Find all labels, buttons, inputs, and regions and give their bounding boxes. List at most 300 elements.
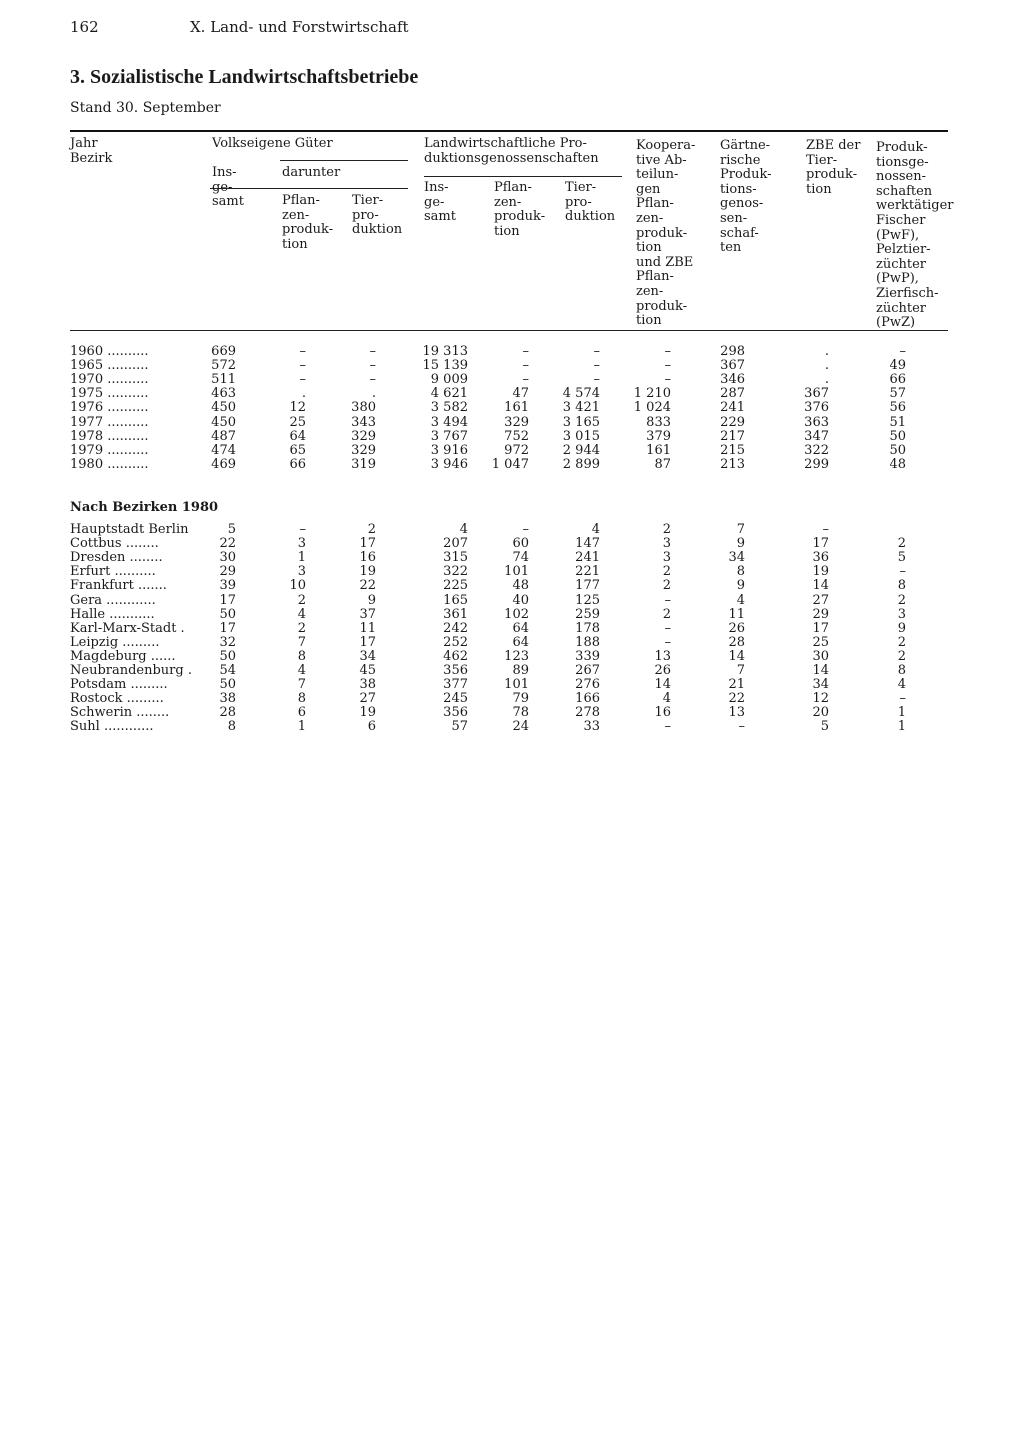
table-cell: 276 xyxy=(575,677,600,693)
table-cell: 2 xyxy=(662,564,671,580)
table-row xyxy=(0,537,1024,551)
table-cell: 25 xyxy=(812,634,829,650)
row-label: Leipzig ......... xyxy=(70,635,160,650)
table-cell: 15 139 xyxy=(422,358,468,374)
table-cell: 74 xyxy=(512,550,529,566)
table-cell: 28 xyxy=(728,634,745,650)
table-cell: 65 xyxy=(289,442,306,458)
table-cell: – xyxy=(522,522,529,537)
table-cell: . xyxy=(371,386,376,402)
table-row xyxy=(0,636,1024,650)
table-cell: 367 xyxy=(720,358,745,374)
table-row xyxy=(0,359,1024,373)
row-label: 1960 .......... xyxy=(70,345,149,359)
table-cell: 123 xyxy=(504,648,529,664)
header-kooperative-abteilungen: Koopera- tive Ab- teilun- gen Pflan- zen- produk- tion und ZBE Pflan- zen- produk- tion xyxy=(636,138,696,329)
table-cell: 7 xyxy=(297,634,306,650)
row-label: Erfurt .......... xyxy=(70,565,156,580)
table-cell: 30 xyxy=(219,550,236,566)
table-cell: – xyxy=(522,358,529,374)
table-cell: 161 xyxy=(504,400,529,416)
table-cell: 29 xyxy=(219,564,236,580)
table-cell: 14 xyxy=(728,648,745,664)
table-row xyxy=(0,650,1024,664)
table-cell: 147 xyxy=(575,536,600,552)
table-cell: 11 xyxy=(359,620,376,636)
table-cell: 40 xyxy=(512,592,529,608)
table-cell: – xyxy=(369,372,376,388)
table-cell: 487 xyxy=(211,428,236,444)
table-row xyxy=(0,430,1024,444)
table-cell: 4 xyxy=(297,606,306,622)
table-cell: 3 xyxy=(297,536,306,552)
table-cell: 4 574 xyxy=(562,386,600,402)
row-label: Dresden ........ xyxy=(70,551,163,566)
table-cell: 3 767 xyxy=(430,428,468,444)
table-cell: 450 xyxy=(211,400,236,416)
table-cell: 3 916 xyxy=(430,442,468,458)
table-row xyxy=(0,706,1024,720)
table-cell: 329 xyxy=(351,428,376,444)
table-cell: 60 xyxy=(512,536,529,552)
table-cell: 1 xyxy=(897,705,906,721)
table-row xyxy=(0,444,1024,458)
table-cell: 9 xyxy=(736,578,745,594)
row-label: 1965 .......... xyxy=(70,359,149,374)
table-cell: 13 xyxy=(728,705,745,721)
table-cell: 572 xyxy=(211,358,236,374)
table-cell: 463 xyxy=(211,386,236,402)
table-cell: – xyxy=(664,372,671,388)
table-row xyxy=(0,608,1024,622)
table-cell: 241 xyxy=(720,400,745,416)
table-cell: 1 xyxy=(897,719,906,735)
table-cell: 3 421 xyxy=(562,400,600,416)
table-cell: 229 xyxy=(720,414,745,430)
table-cell: 9 xyxy=(367,592,376,608)
table-cell: 33 xyxy=(583,719,600,735)
table-cell: 177 xyxy=(575,578,600,594)
table-cell: 22 xyxy=(219,536,236,552)
table-cell: 3 xyxy=(297,564,306,580)
table-cell: 66 xyxy=(289,456,306,472)
table-cell: 4 xyxy=(297,663,306,678)
table-cell: – xyxy=(738,719,745,735)
table-cell: 215 xyxy=(720,442,745,458)
row-label: Magdeburg ...... xyxy=(70,649,176,664)
table-cell: 101 xyxy=(504,564,529,580)
table-cell: 7 xyxy=(297,677,306,693)
table-cell: 64 xyxy=(512,620,529,636)
table-cell: 165 xyxy=(443,592,468,608)
header-veg-tierproduktion: Tier- pro- duktion xyxy=(352,193,403,238)
table-cell: 833 xyxy=(646,414,671,430)
table-cell: 34 xyxy=(728,550,745,566)
table-cell: 48 xyxy=(512,578,529,594)
table-cell: 4 xyxy=(662,691,671,707)
table-row xyxy=(0,594,1024,608)
table-cell: 16 xyxy=(359,550,376,566)
table-row xyxy=(0,622,1024,636)
table-cell: 16 xyxy=(654,705,671,721)
chapter-title: X. Land- und Forstwirtschaft xyxy=(190,18,409,36)
table-row xyxy=(0,720,1024,734)
row-label: Neubrandenburg . xyxy=(70,664,192,678)
table-cell: 207 xyxy=(443,536,468,552)
table-cell: 79 xyxy=(512,691,529,707)
table-cell: 242 xyxy=(443,620,468,636)
table-cell: 12 xyxy=(289,400,306,416)
table-cell: 1 047 xyxy=(491,456,529,472)
table-cell: 343 xyxy=(351,414,376,430)
table-row xyxy=(0,551,1024,565)
table-cell: 17 xyxy=(219,620,236,636)
row-label: 1980 .......... xyxy=(70,457,149,472)
table-cell: 361 xyxy=(443,606,468,622)
row-label: Halle ........... xyxy=(70,607,155,622)
table-cell: 346 xyxy=(720,372,745,388)
table-cell: 10 xyxy=(289,578,306,594)
table-cell: – xyxy=(369,344,376,359)
header-bottom-rule xyxy=(70,330,948,331)
header-lpg-tierproduktion: Tier- pro- duktion xyxy=(565,180,616,225)
table-cell: 26 xyxy=(654,663,671,678)
table-cell: 26 xyxy=(728,620,745,636)
header-lpg-insgesamt: Ins- ge- samt xyxy=(424,180,456,225)
table-cell: 972 xyxy=(504,442,529,458)
header-lpg: Landwirtschaftliche Pro- duktionsgenossenschaften xyxy=(424,136,599,166)
table-cell: 356 xyxy=(443,705,468,721)
section-title: Nach Bezirken 1980 xyxy=(70,500,219,515)
table-title: 3. Sozialistische Landwirtschaftsbetriebe xyxy=(70,66,419,88)
table-cell: 252 xyxy=(443,634,468,650)
header-veg-darunter: darunter xyxy=(282,165,341,180)
table-cell: 469 xyxy=(211,456,236,472)
table-row xyxy=(0,692,1024,706)
table-cell: 49 xyxy=(889,358,906,374)
table-cell: 2 944 xyxy=(562,442,600,458)
top-rule xyxy=(70,130,948,132)
row-label: Suhl ............ xyxy=(70,720,154,735)
table-cell: 221 xyxy=(575,564,600,580)
row-label: 1978 .......... xyxy=(70,429,149,444)
table-cell: 3 xyxy=(662,536,671,552)
table-cell: 259 xyxy=(575,606,600,622)
table-cell: 511 xyxy=(211,372,236,388)
table-row xyxy=(0,373,1024,387)
table-cell: 24 xyxy=(512,719,529,735)
table-cell: 2 xyxy=(367,522,376,537)
table-cell: 4 xyxy=(897,677,906,693)
table-cell: 376 xyxy=(804,400,829,416)
table-cell: 48 xyxy=(889,456,906,472)
table-cell: 4 xyxy=(459,522,468,537)
table-cell: 178 xyxy=(575,620,600,636)
table-row xyxy=(0,678,1024,692)
row-label: Potsdam ......... xyxy=(70,678,168,693)
table-cell: – xyxy=(899,344,906,359)
table-cell: 17 xyxy=(812,620,829,636)
table-cell: – xyxy=(664,344,671,359)
table-cell: 329 xyxy=(351,442,376,458)
table-cell: 25 xyxy=(289,414,306,430)
table-cell: – xyxy=(522,344,529,359)
table-cell: 322 xyxy=(804,442,829,458)
table-cell: 19 xyxy=(359,564,376,580)
table-cell: 28 xyxy=(219,705,236,721)
table-cell: 6 xyxy=(297,705,306,721)
row-label: 1977 .......... xyxy=(70,415,149,430)
table-cell: 9 xyxy=(736,536,745,552)
table-cell: 2 xyxy=(297,592,306,608)
table-cell: 319 xyxy=(351,456,376,472)
table-cell: 2 xyxy=(897,648,906,664)
table-cell: 50 xyxy=(889,442,906,458)
table-cell: 87 xyxy=(654,456,671,472)
table-cell: – xyxy=(299,372,306,388)
table-cell: 379 xyxy=(646,428,671,444)
table-cell: 2 xyxy=(662,606,671,622)
table-cell: 20 xyxy=(812,705,829,721)
table-cell: 50 xyxy=(219,606,236,622)
table-cell: 50 xyxy=(219,648,236,664)
table-row xyxy=(0,523,1024,537)
table-cell: 27 xyxy=(359,691,376,707)
table-cell: 380 xyxy=(351,400,376,416)
table-cell: – xyxy=(664,620,671,636)
row-label: Rostock ......... xyxy=(70,692,164,707)
table-cell: 14 xyxy=(654,677,671,693)
table-cell: 3 582 xyxy=(430,400,468,416)
table-row xyxy=(0,565,1024,579)
table-cell: 51 xyxy=(889,414,906,430)
table-cell: 356 xyxy=(443,663,468,678)
table-cell: 217 xyxy=(720,428,745,444)
header-zbe-tierproduktion: ZBE der Tier- produk- tion xyxy=(806,138,861,197)
table-cell: 2 xyxy=(297,620,306,636)
table-cell: 462 xyxy=(443,648,468,664)
table-cell: 5 xyxy=(820,719,829,735)
table-cell: 278 xyxy=(575,705,600,721)
table-cell: 245 xyxy=(443,691,468,707)
row-label: 1976 .......... xyxy=(70,401,149,416)
table-cell: 17 xyxy=(812,536,829,552)
table-cell: 30 xyxy=(812,648,829,664)
table-cell: . xyxy=(301,386,306,402)
table-row xyxy=(0,401,1024,415)
header-pg-fischer-pelztier: Produk- tionsge- nossen- schaften werktätiger Fischer (PwF), Pelztier- züchter (PwP), Zierfisch- züchter (PwZ) xyxy=(876,140,954,331)
table-cell: 45 xyxy=(359,663,376,678)
table-cell: . xyxy=(824,358,829,374)
table-cell: – xyxy=(299,522,306,537)
table-cell: 474 xyxy=(211,442,236,458)
row-label: Hauptstadt Berlin xyxy=(70,523,189,537)
table-cell: 19 xyxy=(359,705,376,721)
table-cell: 339 xyxy=(575,648,600,664)
table-cell: 9 009 xyxy=(430,372,468,388)
table-cell: 34 xyxy=(812,677,829,693)
table-cell: 5 xyxy=(897,550,906,566)
table-cell: 2 xyxy=(662,578,671,594)
table-cell: 17 xyxy=(359,536,376,552)
table-cell: – xyxy=(664,719,671,735)
table-cell: 17 xyxy=(359,634,376,650)
table-cell: – xyxy=(522,372,529,388)
table-cell: 2 xyxy=(662,522,671,537)
table-cell: 32 xyxy=(219,634,236,650)
row-label: Schwerin ........ xyxy=(70,706,170,721)
table-cell: 7 xyxy=(736,663,745,678)
row-label: 1979 .......... xyxy=(70,443,149,458)
table-cell: 78 xyxy=(512,705,529,721)
table-cell: 102 xyxy=(504,606,529,622)
table-cell: 22 xyxy=(728,691,745,707)
table-cell: – xyxy=(664,592,671,608)
table-cell: 14 xyxy=(812,578,829,594)
row-label: Frankfurt ....... xyxy=(70,579,167,594)
header-lpg-pflanzenproduktion: Pflan- zen- produk- tion xyxy=(494,180,546,239)
table-cell: 2 xyxy=(897,592,906,608)
table-cell: – xyxy=(369,358,376,374)
table-cell: 21 xyxy=(728,677,745,693)
table-cell: 329 xyxy=(504,414,529,430)
table-cell: 752 xyxy=(504,428,529,444)
veg-darunter-rule xyxy=(280,160,408,161)
table-cell: 1 024 xyxy=(633,400,671,416)
table-cell: 47 xyxy=(512,386,529,402)
table-cell: 4 621 xyxy=(430,386,468,402)
table-cell: – xyxy=(299,358,306,374)
table-cell: – xyxy=(299,344,306,359)
table-cell: 57 xyxy=(889,386,906,402)
row-label: 1970 .......... xyxy=(70,373,149,388)
table-cell: 322 xyxy=(443,564,468,580)
table-row xyxy=(0,345,1024,359)
row-label: Gera ............ xyxy=(70,593,156,608)
table-cell: 2 xyxy=(897,536,906,552)
table-cell: 367 xyxy=(804,386,829,402)
table-cell: 298 xyxy=(720,344,745,359)
table-row xyxy=(0,416,1024,430)
table-cell: 3 xyxy=(897,606,906,622)
table-cell: 2 xyxy=(897,634,906,650)
table-row xyxy=(0,664,1024,678)
table-cell: 17 xyxy=(219,592,236,608)
table-cell: 299 xyxy=(804,456,829,472)
table-cell: 101 xyxy=(504,677,529,693)
table-cell: 8 xyxy=(297,648,306,664)
table-cell: 19 xyxy=(812,564,829,580)
table-cell: – xyxy=(899,691,906,707)
table-cell: 4 xyxy=(736,592,745,608)
table-cell: 11 xyxy=(728,606,745,622)
header-veg-insgesamt: Ins- ge- samt xyxy=(212,165,244,210)
table-cell: 9 xyxy=(897,620,906,636)
table-cell: 5 xyxy=(227,522,236,537)
table-cell: 64 xyxy=(289,428,306,444)
table-cell: 66 xyxy=(889,372,906,388)
table-cell: 4 xyxy=(591,522,600,537)
table-cell: 287 xyxy=(720,386,745,402)
table-cell: 89 xyxy=(512,663,529,678)
table-cell: . xyxy=(824,344,829,359)
table-cell: 225 xyxy=(443,578,468,594)
table-row xyxy=(0,579,1024,593)
table-row xyxy=(0,458,1024,472)
table-cell: 450 xyxy=(211,414,236,430)
table-cell: 22 xyxy=(359,578,376,594)
table-cell: 34 xyxy=(359,648,376,664)
table-cell: 166 xyxy=(575,691,600,707)
table-cell: 363 xyxy=(804,414,829,430)
table-cell: 7 xyxy=(736,522,745,537)
table-cell: 19 313 xyxy=(422,344,468,359)
table-cell: – xyxy=(899,564,906,580)
table-cell: 56 xyxy=(889,400,906,416)
table-cell: 347 xyxy=(804,428,829,444)
table-cell: 50 xyxy=(219,677,236,693)
table-cell: – xyxy=(664,634,671,650)
table-cell: 3 xyxy=(662,550,671,566)
table-cell: 27 xyxy=(812,592,829,608)
table-cell: 3 946 xyxy=(430,456,468,472)
table-cell: – xyxy=(593,344,600,359)
table-cell: – xyxy=(593,358,600,374)
table-cell: 1 xyxy=(297,550,306,566)
table-cell: 1 210 xyxy=(633,386,671,402)
lpg-rule xyxy=(424,176,622,177)
header-volkseigene-gueter: Volkseigene Güter xyxy=(212,136,333,151)
table-cell: 669 xyxy=(211,344,236,359)
table-cell: 377 xyxy=(443,677,468,693)
table-cell: 57 xyxy=(451,719,468,735)
table-cell: 14 xyxy=(812,663,829,678)
table-cell: . xyxy=(824,372,829,388)
table-cell: 29 xyxy=(812,606,829,622)
page-number: 162 xyxy=(70,18,99,36)
row-label: Karl-Marx-Stadt . xyxy=(70,621,185,636)
table-cell: – xyxy=(664,358,671,374)
table-cell: 1 xyxy=(297,719,306,735)
row-label: Cottbus ........ xyxy=(70,537,159,552)
table-cell: 8 xyxy=(736,564,745,580)
table-cell: 37 xyxy=(359,606,376,622)
table-cell: – xyxy=(593,372,600,388)
table-cell: 54 xyxy=(219,663,236,678)
table-cell: 12 xyxy=(812,691,829,707)
table-cell: 3 494 xyxy=(430,414,468,430)
table-cell: – xyxy=(822,522,829,537)
table-cell: 50 xyxy=(889,428,906,444)
table-cell: 3 015 xyxy=(562,428,600,444)
row-label: 1975 .......... xyxy=(70,387,149,402)
header-veg-pflanzenproduktion: Pflan- zen- produk- tion xyxy=(282,193,334,252)
table-cell: 161 xyxy=(646,442,671,458)
table-cell: 267 xyxy=(575,663,600,678)
table-cell: 38 xyxy=(219,691,236,707)
table-cell: 6 xyxy=(367,719,376,735)
table-cell: 125 xyxy=(575,592,600,608)
table-cell: 315 xyxy=(443,550,468,566)
running-head xyxy=(70,18,409,36)
table-cell: 36 xyxy=(812,550,829,566)
header-gaertnerische-pg: Gärtne- rische Produk- tions- genos- sen- schaf- ten xyxy=(720,138,772,256)
table-cell: 8 xyxy=(297,691,306,707)
table-cell: 13 xyxy=(654,648,671,664)
table-cell: 8 xyxy=(897,663,906,678)
table-cell: 213 xyxy=(720,456,745,472)
table-cell: 8 xyxy=(897,578,906,594)
